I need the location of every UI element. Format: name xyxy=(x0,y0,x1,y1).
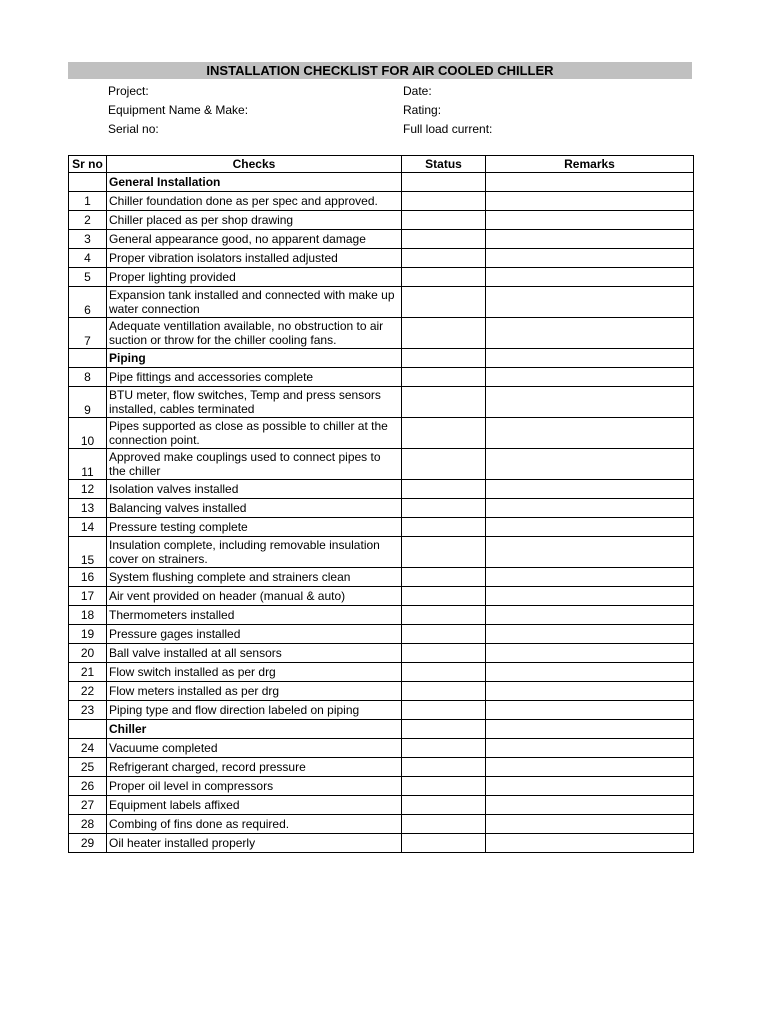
status-cell xyxy=(402,211,486,230)
sr-no-cell: 1 xyxy=(69,192,107,211)
table-row xyxy=(69,418,694,449)
status-cell xyxy=(402,587,486,606)
check-cell: Insulation complete, including removable insulation cover on strainers. xyxy=(107,537,402,568)
table-row xyxy=(69,625,694,644)
status-cell xyxy=(402,606,486,625)
check-cell: BTU meter, flow switches, Temp and press sensors installed, cables terminated xyxy=(107,387,402,418)
sr-no-cell: 3 xyxy=(69,230,107,249)
header-remarks: Remarks xyxy=(486,156,694,173)
check-cell: Adequate ventillation available, no obstruction to air suction or throw for the chiller cooling fans. xyxy=(107,318,402,349)
sr-no-cell: 10 xyxy=(69,418,107,449)
header-sr-no: Sr no xyxy=(69,156,107,173)
check-cell: Pressure testing complete xyxy=(107,518,402,537)
status-cell xyxy=(402,625,486,644)
status-cell xyxy=(402,287,486,318)
check-cell: Combing of fins done as required. xyxy=(107,815,402,834)
check-cell: Air vent provided on header (manual & auto) xyxy=(107,587,402,606)
project-label: Project: xyxy=(108,84,149,98)
section-heading: Chiller xyxy=(107,720,402,739)
checklist-rows xyxy=(69,173,694,853)
remarks-cell xyxy=(486,518,694,537)
table-header-row xyxy=(69,156,694,173)
table-row xyxy=(69,815,694,834)
status-cell xyxy=(402,663,486,682)
table-row xyxy=(69,682,694,701)
check-cell: Refrigerant charged, record pressure xyxy=(107,758,402,777)
section-row xyxy=(69,173,694,192)
remarks-cell xyxy=(486,268,694,287)
remarks-cell xyxy=(486,287,694,318)
check-cell: Oil heater installed properly xyxy=(107,834,402,853)
status-cell xyxy=(402,739,486,758)
check-cell: Balancing valves installed xyxy=(107,499,402,518)
status-cell xyxy=(402,418,486,449)
serial-label: Serial no: xyxy=(108,122,159,136)
table-row xyxy=(69,518,694,537)
checklist-table xyxy=(68,155,694,853)
remarks-cell xyxy=(486,537,694,568)
sr-no-cell: 27 xyxy=(69,796,107,815)
sr-no-cell: 14 xyxy=(69,518,107,537)
check-cell: Thermometers installed xyxy=(107,606,402,625)
sr-no-cell: 4 xyxy=(69,249,107,268)
table-row xyxy=(69,449,694,480)
section-row xyxy=(69,349,694,368)
sr-no-cell: 5 xyxy=(69,268,107,287)
status-cell xyxy=(402,480,486,499)
table-row xyxy=(69,537,694,568)
table-row xyxy=(69,387,694,418)
remarks-cell xyxy=(486,777,694,796)
status-cell xyxy=(402,568,486,587)
rating-label: Rating: xyxy=(403,103,442,117)
remarks-cell xyxy=(486,249,694,268)
sr-no-cell: 28 xyxy=(69,815,107,834)
table-row xyxy=(69,777,694,796)
section-row xyxy=(69,720,694,739)
remarks-cell xyxy=(486,796,694,815)
status-cell xyxy=(402,249,486,268)
sr-no-cell: 25 xyxy=(69,758,107,777)
sr-no-cell: 9 xyxy=(69,387,107,418)
sr-no-cell: 2 xyxy=(69,211,107,230)
sr-no-cell: 18 xyxy=(69,606,107,625)
check-cell: Proper lighting provided xyxy=(107,268,402,287)
remarks-cell xyxy=(486,739,694,758)
remarks-cell xyxy=(486,211,694,230)
remarks-cell xyxy=(486,368,694,387)
table-row xyxy=(69,663,694,682)
status-cell xyxy=(402,758,486,777)
check-cell: General appearance good, no apparent damage xyxy=(107,230,402,249)
check-cell: Flow meters installed as per drg xyxy=(107,682,402,701)
sr-no-cell: 22 xyxy=(69,682,107,701)
status-cell xyxy=(402,449,486,480)
date-label: Date: xyxy=(403,84,432,98)
remarks-cell xyxy=(486,606,694,625)
table-row xyxy=(69,587,694,606)
sr-no-cell: 11 xyxy=(69,449,107,480)
status-cell xyxy=(402,230,486,249)
sr-no-cell: 29 xyxy=(69,834,107,853)
remarks-cell xyxy=(486,758,694,777)
status-cell xyxy=(402,499,486,518)
remarks-cell xyxy=(486,682,694,701)
sr-no-cell: 23 xyxy=(69,701,107,720)
remarks-cell xyxy=(486,449,694,480)
table-row xyxy=(69,211,694,230)
table-row xyxy=(69,834,694,853)
table-row xyxy=(69,606,694,625)
sr-no-cell: 20 xyxy=(69,644,107,663)
remarks-cell xyxy=(486,625,694,644)
remarks-cell xyxy=(486,418,694,449)
sr-no-cell: 13 xyxy=(69,499,107,518)
remarks-cell xyxy=(486,663,694,682)
sr-no-cell: 17 xyxy=(69,587,107,606)
status-cell xyxy=(402,518,486,537)
table-row xyxy=(69,230,694,249)
full-load-current-label: Full load current: xyxy=(403,122,493,136)
check-cell: Chiller foundation done as per spec and approved. xyxy=(107,192,402,211)
table-row xyxy=(69,287,694,318)
status-cell xyxy=(402,368,486,387)
table-row xyxy=(69,499,694,518)
status-cell xyxy=(402,682,486,701)
sr-no-cell: 12 xyxy=(69,480,107,499)
page-title: INSTALLATION CHECKLIST FOR AIR COOLED CHILLER xyxy=(68,62,692,79)
check-cell: Expansion tank installed and connected with make up water connection xyxy=(107,287,402,318)
status-cell xyxy=(402,644,486,663)
sr-no-cell: 24 xyxy=(69,739,107,758)
check-cell: Isolation valves installed xyxy=(107,480,402,499)
equipment-label: Equipment Name & Make: xyxy=(108,103,249,117)
remarks-cell xyxy=(486,387,694,418)
remarks-cell xyxy=(486,499,694,518)
table-row xyxy=(69,796,694,815)
table-row xyxy=(69,368,694,387)
status-cell xyxy=(402,777,486,796)
check-cell: Vacuume completed xyxy=(107,739,402,758)
check-cell: Proper oil level in compressors xyxy=(107,777,402,796)
section-heading: General Installation xyxy=(107,173,402,192)
check-cell: Pipe fittings and accessories complete xyxy=(107,368,402,387)
sr-no-cell: 8 xyxy=(69,368,107,387)
remarks-cell xyxy=(486,192,694,211)
remarks-cell xyxy=(486,587,694,606)
remarks-cell xyxy=(486,834,694,853)
status-cell xyxy=(402,387,486,418)
status-cell xyxy=(402,192,486,211)
check-cell: Piping type and flow direction labeled on piping xyxy=(107,701,402,720)
remarks-cell xyxy=(486,644,694,663)
table-row xyxy=(69,568,694,587)
sr-no-cell: 16 xyxy=(69,568,107,587)
sr-no-cell: 26 xyxy=(69,777,107,796)
table-row xyxy=(69,318,694,349)
table-row xyxy=(69,758,694,777)
sr-no-cell xyxy=(69,720,107,739)
status-cell xyxy=(402,349,486,368)
remarks-cell xyxy=(486,568,694,587)
remarks-cell xyxy=(486,701,694,720)
sr-no-cell: 21 xyxy=(69,663,107,682)
check-cell: Chiller placed as per shop drawing xyxy=(107,211,402,230)
remarks-cell xyxy=(486,173,694,192)
remarks-cell xyxy=(486,480,694,499)
check-cell: Pressure gages installed xyxy=(107,625,402,644)
table-row xyxy=(69,192,694,211)
remarks-cell xyxy=(486,720,694,739)
remarks-cell xyxy=(486,318,694,349)
table-row xyxy=(69,739,694,758)
sr-no-cell: 6 xyxy=(69,287,107,318)
sr-no-cell xyxy=(69,349,107,368)
status-cell xyxy=(402,815,486,834)
status-cell xyxy=(402,173,486,192)
table-row xyxy=(69,644,694,663)
table-row xyxy=(69,701,694,720)
sr-no-cell: 7 xyxy=(69,318,107,349)
status-cell xyxy=(402,537,486,568)
status-cell xyxy=(402,834,486,853)
header-checks: Checks xyxy=(107,156,402,173)
check-cell: Equipment labels affixed xyxy=(107,796,402,815)
remarks-cell xyxy=(486,230,694,249)
check-cell: System flushing complete and strainers clean xyxy=(107,568,402,587)
check-cell: Proper vibration isolators installed adjusted xyxy=(107,249,402,268)
sr-no-cell xyxy=(69,173,107,192)
sr-no-cell: 15 xyxy=(69,537,107,568)
section-heading: Piping xyxy=(107,349,402,368)
status-cell xyxy=(402,268,486,287)
check-cell: Pipes supported as close as possible to chiller at the connection point. xyxy=(107,418,402,449)
status-cell xyxy=(402,796,486,815)
table-row xyxy=(69,480,694,499)
check-cell: Approved make couplings used to connect pipes to the chiller xyxy=(107,449,402,480)
remarks-cell xyxy=(486,349,694,368)
status-cell xyxy=(402,318,486,349)
sr-no-cell: 19 xyxy=(69,625,107,644)
header-status: Status xyxy=(402,156,486,173)
status-cell xyxy=(402,701,486,720)
table-row xyxy=(69,268,694,287)
check-cell: Ball valve installed at all sensors xyxy=(107,644,402,663)
status-cell xyxy=(402,720,486,739)
table-row xyxy=(69,249,694,268)
check-cell: Flow switch installed as per drg xyxy=(107,663,402,682)
remarks-cell xyxy=(486,815,694,834)
